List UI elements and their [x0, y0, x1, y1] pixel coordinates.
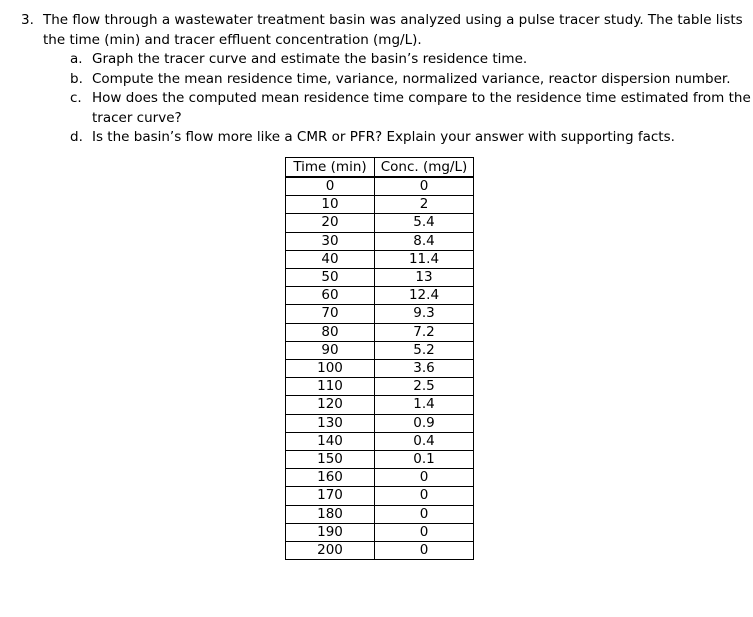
part-b-text: Compute the mean residence time, variance, normalized variance, reactor dispersion number. [92, 70, 731, 87]
header-conc: Conc. (mg/L) [375, 158, 474, 178]
conc-cell: 11.4 [375, 250, 474, 268]
time-cell: 170 [286, 487, 375, 505]
part-a [21, 50, 741, 70]
intro-line-1 [21, 11, 741, 31]
time-cell: 0 [286, 177, 375, 196]
part-b [21, 70, 741, 90]
conc-cell: 0.9 [375, 414, 474, 432]
time-cell: 180 [286, 505, 375, 523]
problem-statement [21, 11, 751, 148]
table-row [286, 396, 474, 414]
time-cell: 110 [286, 378, 375, 396]
conc-cell: 9.3 [375, 305, 474, 323]
time-cell: 50 [286, 269, 375, 287]
conc-cell: 0 [375, 542, 474, 560]
time-cell: 100 [286, 360, 375, 378]
conc-cell: 3.6 [375, 360, 474, 378]
table-row [286, 341, 474, 359]
time-cell: 160 [286, 469, 375, 487]
part-c [21, 89, 751, 109]
table-row [286, 287, 474, 305]
table-row [286, 451, 474, 469]
table-row [286, 196, 474, 214]
conc-cell: 0 [375, 505, 474, 523]
table-row [286, 378, 474, 396]
time-cell: 150 [286, 451, 375, 469]
table-row [286, 360, 474, 378]
time-cell: 140 [286, 432, 375, 450]
intro-line-2: the time (min) and tracer effluent concentration (mg/L). [43, 31, 422, 48]
table-row [286, 177, 474, 196]
table-body [286, 177, 474, 560]
conc-cell: 0.1 [375, 451, 474, 469]
time-cell: 190 [286, 523, 375, 541]
table-row [286, 505, 474, 523]
problem-number: 3. [21, 12, 34, 28]
table-row [286, 542, 474, 560]
part-c-text: How does the computed mean residence time compare to the residence time estimated from the [92, 90, 751, 106]
conc-cell: 7.2 [375, 323, 474, 341]
conc-cell: 2 [375, 196, 474, 214]
part-a-label: a. [70, 51, 83, 67]
time-cell: 30 [286, 232, 375, 250]
conc-cell: 5.2 [375, 341, 474, 359]
time-cell: 10 [286, 196, 375, 214]
table-row [286, 323, 474, 341]
part-b-label: b. [70, 70, 83, 87]
tracer-data-table [285, 157, 474, 560]
header-time: Time (min) [286, 158, 375, 178]
time-cell: 80 [286, 323, 375, 341]
table-header-row [286, 158, 474, 178]
conc-cell: 0 [375, 487, 474, 505]
part-c-continuation: tracer curve? [92, 109, 182, 126]
table-row [286, 269, 474, 287]
time-cell: 120 [286, 396, 375, 414]
table-row [286, 469, 474, 487]
time-cell: 70 [286, 305, 375, 323]
table-row [286, 232, 474, 250]
table-row [286, 250, 474, 268]
time-cell: 20 [286, 214, 375, 232]
table-row [286, 432, 474, 450]
conc-cell: 12.4 [375, 287, 474, 305]
conc-cell: 1.4 [375, 396, 474, 414]
conc-cell: 5.4 [375, 214, 474, 232]
time-cell: 90 [286, 341, 375, 359]
part-a-text: Graph the tracer curve and estimate the basin’s residence time. [92, 51, 528, 67]
conc-cell: 13 [375, 269, 474, 287]
part-d [21, 128, 741, 148]
conc-cell: 0 [375, 177, 474, 196]
intro-text-1: The flow through a wastewater treatment basin was analyzed using a pulse tracer study. The table lists [43, 12, 743, 28]
time-cell: 60 [286, 287, 375, 305]
table-row [286, 487, 474, 505]
table-row [286, 214, 474, 232]
part-c-label: c. [70, 90, 82, 106]
table-row [286, 523, 474, 541]
conc-cell: 0.4 [375, 432, 474, 450]
conc-cell: 2.5 [375, 378, 474, 396]
table-row [286, 305, 474, 323]
conc-cell: 0 [375, 523, 474, 541]
part-d-label: d. [70, 129, 83, 145]
table-row [286, 414, 474, 432]
conc-cell: 8.4 [375, 232, 474, 250]
time-cell: 130 [286, 414, 375, 432]
part-d-text: Is the basin’s flow more like a CMR or PFR? Explain your answer with supporting facts. [92, 129, 675, 145]
conc-cell: 0 [375, 469, 474, 487]
time-cell: 40 [286, 250, 375, 268]
time-cell: 200 [286, 542, 375, 560]
